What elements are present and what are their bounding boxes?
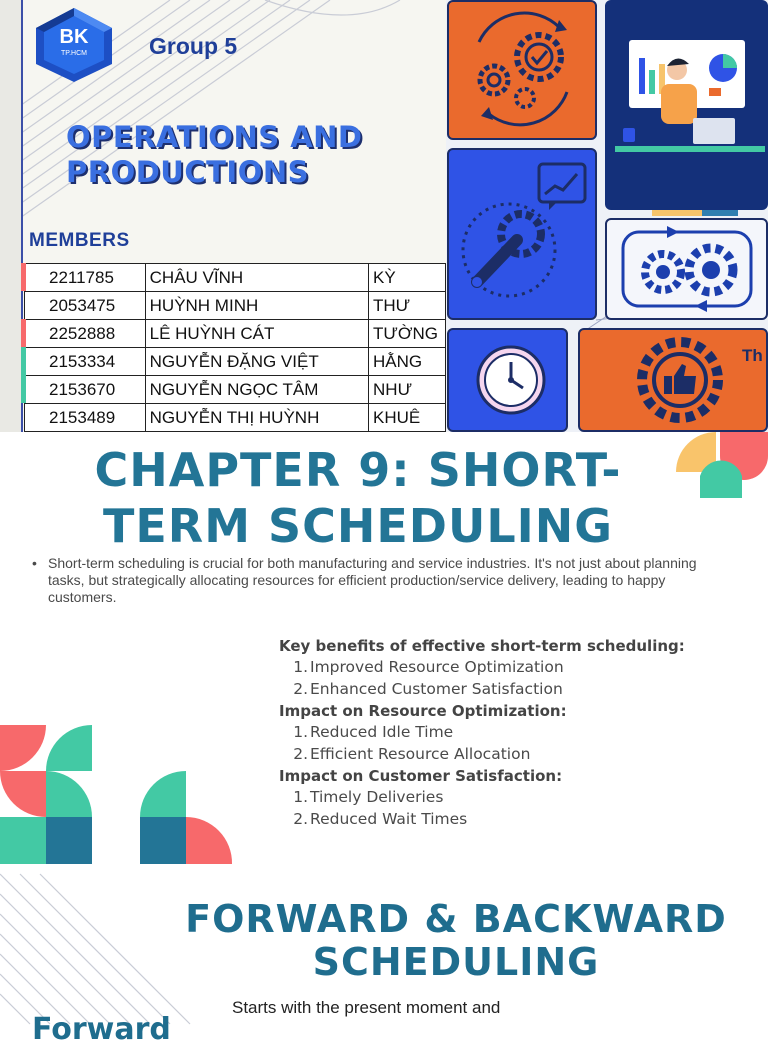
table-row bbox=[25, 320, 446, 348]
list-item bbox=[279, 787, 749, 809]
tile-quality bbox=[578, 328, 768, 432]
section-heading: Key benefits of effective short-term scheduling: bbox=[279, 637, 685, 655]
member-name: NGUYỄN NGỌC TÂM bbox=[145, 376, 368, 404]
logo-text: BK bbox=[59, 26, 89, 48]
slide-short-term-scheduling bbox=[0, 432, 768, 864]
geometric-shapes-decoration bbox=[0, 725, 232, 864]
bullet-dot-icon: • bbox=[32, 555, 37, 571]
chapter-title bbox=[0, 442, 716, 554]
list-text: Enhanced Customer Satisfaction bbox=[310, 679, 563, 698]
table-row bbox=[25, 264, 446, 292]
slide-forward-backward bbox=[0, 864, 768, 1047]
member-name: CHÂU VĨNH bbox=[145, 264, 368, 292]
row-marker-teal bbox=[21, 375, 26, 403]
tile-process bbox=[605, 218, 768, 320]
tile-partial-text: Th bbox=[742, 346, 763, 365]
list-item bbox=[279, 657, 749, 679]
table-row bbox=[25, 292, 446, 320]
member-given-name: HẰNG bbox=[369, 348, 446, 376]
thumbs-up-gear-icon bbox=[580, 330, 766, 430]
tile-gears bbox=[447, 0, 597, 140]
benefits-list bbox=[279, 635, 749, 830]
table-row bbox=[25, 376, 446, 404]
member-id: 2211785 bbox=[25, 264, 146, 292]
members-heading: MEMBERS bbox=[29, 230, 130, 251]
tile-wrench bbox=[447, 148, 597, 320]
cover-left-panel bbox=[0, 0, 446, 432]
member-id: 2153334 bbox=[25, 348, 146, 376]
list-number: 1. bbox=[293, 788, 308, 806]
member-name: NGUYỄN THỊ HUỲNH bbox=[145, 404, 368, 432]
wrench-settings-icon bbox=[449, 150, 595, 318]
tile-analyst bbox=[605, 0, 768, 210]
row-marker-coral bbox=[21, 319, 26, 347]
list-item bbox=[279, 679, 749, 701]
list-number: 2. bbox=[293, 809, 308, 828]
intro-text: Short-term scheduling is crucial for both manufacturing and service industries. It's not just about planning tasks, but strategically allocating resources for efficient production/service delivery, leading to happy customers. bbox=[48, 555, 697, 605]
members-table bbox=[24, 263, 446, 432]
left-edge-strip bbox=[0, 0, 22, 432]
member-name: NGUYỄN ĐẶNG VIỆT bbox=[145, 348, 368, 376]
member-id: 2153670 bbox=[25, 376, 146, 404]
member-given-name: KỲ bbox=[369, 264, 446, 292]
course-title-line2: PRODUCTIONS bbox=[66, 155, 310, 189]
list-number: 1. bbox=[293, 658, 308, 676]
process-gears-icon bbox=[607, 220, 766, 318]
list-number: 2. bbox=[293, 679, 308, 698]
section-title-line2: SCHEDULING bbox=[312, 940, 600, 984]
chapter-title-line1: CHAPTER 9: SHORT- bbox=[94, 443, 622, 497]
row-marker-teal bbox=[21, 347, 26, 375]
gears-cycle-icon bbox=[449, 2, 595, 138]
list-item bbox=[279, 722, 749, 744]
section-heading: Impact on Customer Satisfaction: bbox=[279, 767, 563, 785]
clock-icon bbox=[449, 330, 566, 430]
logo-subtext: TP.HCM bbox=[61, 50, 87, 57]
list-text: Reduced Idle Time bbox=[310, 723, 454, 741]
list-item bbox=[279, 809, 749, 831]
list-number: 2. bbox=[293, 744, 308, 763]
member-given-name: TƯỜNG bbox=[369, 320, 446, 348]
section-heading: Impact on Resource Optimization: bbox=[279, 702, 567, 720]
list-item bbox=[279, 744, 749, 766]
member-given-name: THƯ bbox=[369, 292, 446, 320]
course-title-line1: OPERATIONS AND bbox=[66, 120, 363, 154]
member-given-name: KHUÊ bbox=[369, 404, 446, 432]
analyst-illustration bbox=[605, 0, 768, 210]
section-title bbox=[168, 898, 744, 984]
member-id: 2053475 bbox=[25, 292, 146, 320]
intro-bullet bbox=[32, 555, 722, 606]
forward-heading-partial: Forward bbox=[32, 1012, 171, 1047]
member-id: 2153489 bbox=[25, 404, 146, 432]
table-row bbox=[25, 348, 446, 376]
list-text: Improved Resource Optimization bbox=[310, 658, 564, 676]
list-text: Timely Deliveries bbox=[310, 788, 444, 806]
table-row bbox=[25, 404, 446, 432]
list-text: Efficient Resource Allocation bbox=[310, 744, 531, 763]
row-marker-coral bbox=[21, 263, 26, 291]
section-title-line1: FORWARD & BACKWARD bbox=[185, 897, 727, 941]
course-title bbox=[66, 120, 363, 190]
forward-description: Starts with the present moment and bbox=[232, 998, 501, 1017]
member-name: HUỲNH MINH bbox=[145, 292, 368, 320]
slide-group5-cover bbox=[0, 0, 768, 432]
list-number: 1. bbox=[293, 723, 308, 741]
tile-clock bbox=[447, 328, 568, 432]
member-id: 2252888 bbox=[25, 320, 146, 348]
chapter-title-line2: TERM SCHEDULING bbox=[102, 499, 614, 553]
member-name: LÊ HUỲNH CÁT bbox=[145, 320, 368, 348]
member-given-name: NHƯ bbox=[369, 376, 446, 404]
group-title: Group 5 bbox=[149, 33, 238, 59]
list-text: Reduced Wait Times bbox=[310, 809, 468, 828]
